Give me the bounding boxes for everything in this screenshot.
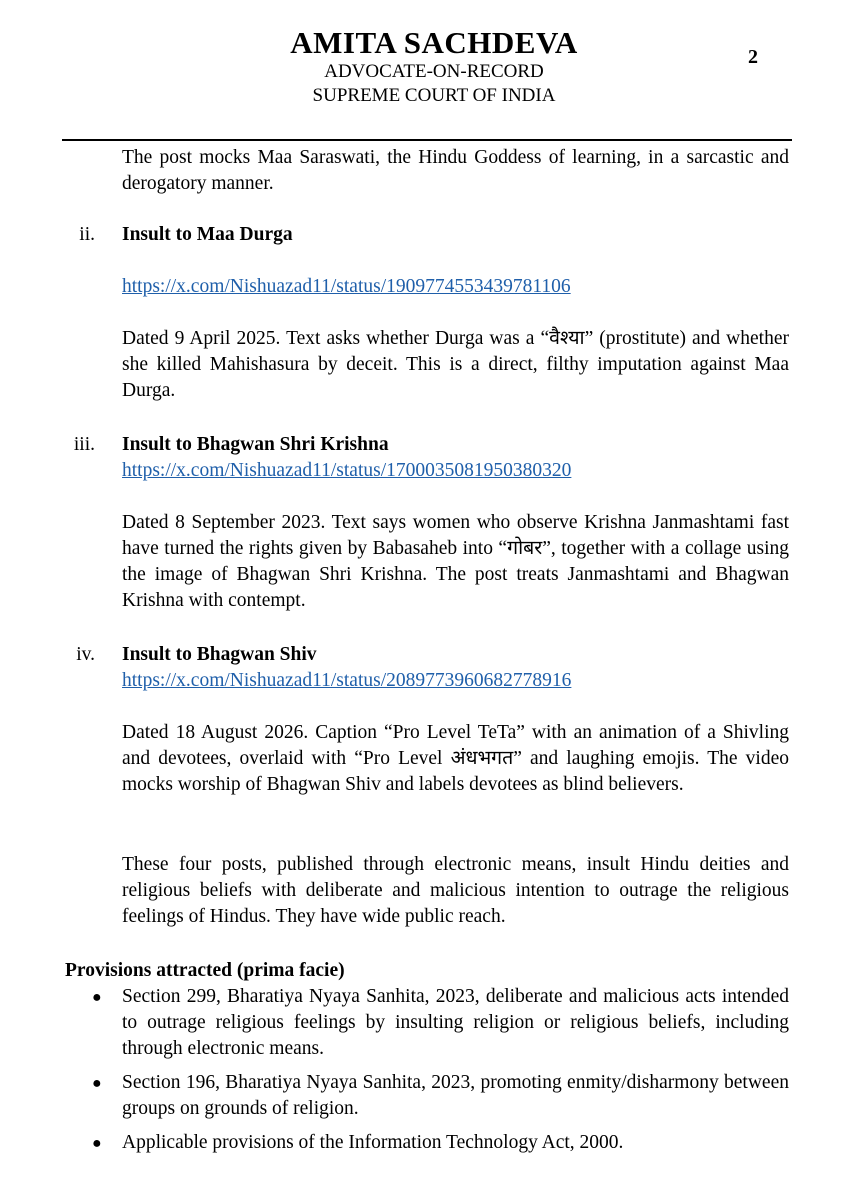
item-description: Dated 8 September 2023. Text says women who observe Krishna Janmashtami fast have turned the rights given by Babasaheb into “गोबर”, together with a collage using the image of Bhagwan Shri Krishna. The post treats Janmashtami and Bhagwan Krishna with contempt. <box>122 512 789 611</box>
provision-item: Section 299, Bharatiya Nyaya Sanhita, 2023, deliberate and malicious acts intended to outrage religious feelings by insulting religion or religious beliefs, including through electronic means. <box>122 986 789 1059</box>
item-heading: Insult to Bhagwan Shiv <box>122 644 317 665</box>
item-link[interactable]: https://x.com/Nishuazad11/status/2089773960682778916 <box>122 670 572 691</box>
item-numeral: ii. <box>79 224 95 245</box>
intro-paragraph: The post mocks Maa Saraswati, the Hindu Goddess of learning, in a sarcastic and derogatory manner. <box>122 147 789 194</box>
letterhead <box>0 26 868 108</box>
item-numeral: iii. <box>73 434 95 455</box>
provision-item: Section 196, Bharatiya Nyaya Sanhita, 2023, promoting enmity/disharmony between groups on grounds of religion. <box>122 1072 789 1119</box>
bullet-icon: ● <box>92 1075 102 1092</box>
page-number: 2 <box>748 46 758 68</box>
advocate-name: AMITA SACHDEVA <box>290 25 578 60</box>
item-heading: Insult to Bhagwan Shri Krishna <box>122 434 389 455</box>
item-link-wrap <box>122 458 789 484</box>
summary-paragraph: These four posts, published through electronic means, insult Hindu deities and religious beliefs with deliberate and malicious intention to outrage the religious feelings of Hindus. They have wide public reach. <box>122 854 789 927</box>
item-description: Dated 9 April 2025. Text asks whether Durga was a “वैश्या” (prostitute) and whether she killed Mahishasura by deceit. This is a direct, filthy imputation against Maa Durga. <box>122 328 789 401</box>
item-link[interactable]: https://x.com/Nishuazad11/status/1700035081950380320 <box>122 460 572 481</box>
item-link-wrap <box>122 274 789 300</box>
bullet-icon: ● <box>92 989 102 1006</box>
item-link[interactable]: https://x.com/Nishuazad11/status/1909774553439781106 <box>122 276 571 297</box>
item-heading: Insult to Maa Durga <box>122 224 293 245</box>
provision-item: Applicable provisions of the Information Technology Act, 2000. <box>122 1132 624 1153</box>
court-name: SUPREME COURT OF INDIA <box>312 85 556 106</box>
item-description: Dated 18 August 2026. Caption “Pro Level TeTa” with an animation of a Shivling and devotees, overlaid with “Pro Level अंधभगत” and laughing emojis. The video mocks worship of Bhagwan Shiv and labels devotees as blind believers. <box>122 722 789 795</box>
provisions-heading: Provisions attracted (prima facie) <box>65 960 345 981</box>
item-link-wrap <box>122 668 789 694</box>
item-numeral: iv. <box>76 644 95 665</box>
advocate-title: ADVOCATE-ON-RECORD <box>324 61 544 82</box>
bullet-icon: ● <box>92 1135 102 1152</box>
header-divider <box>62 139 792 141</box>
